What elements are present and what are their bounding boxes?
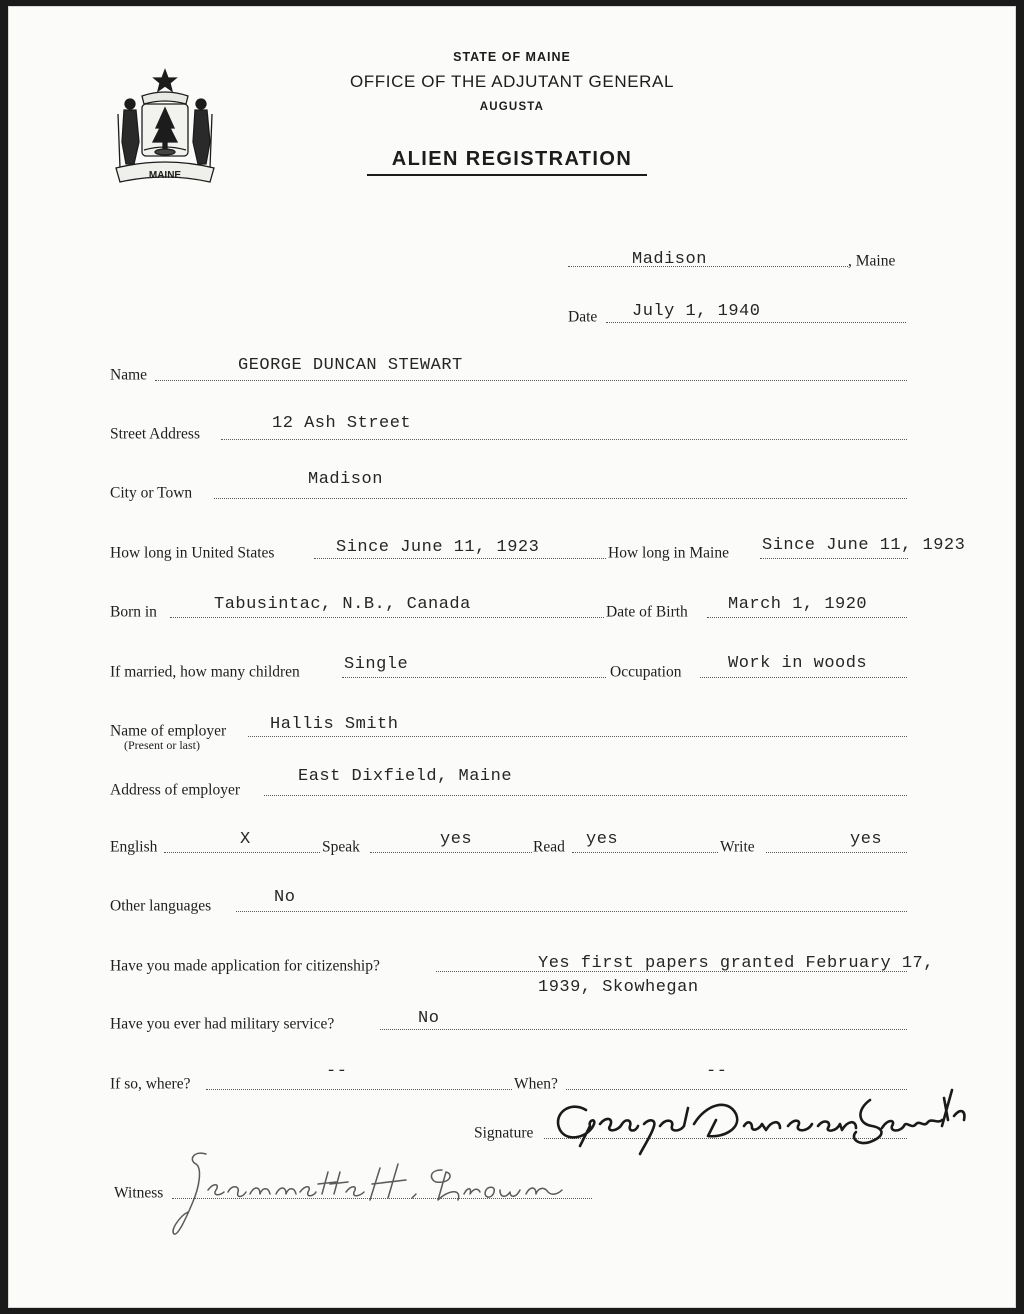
english-value: X [240,830,251,849]
read-line [572,852,718,853]
military-line [380,1029,907,1030]
form-title: ALIEN REGISTRATION [391,148,633,170]
when-value: -- [706,1062,728,1081]
born-in-value: Tabusintac, N.B., Canada [214,595,471,614]
street-line [221,439,907,440]
header-office: OFFICE OF THE ADJUTANT GENERAL [349,72,675,91]
seal-text: MAINE [148,170,182,181]
dob-line [707,617,907,618]
employer-line [248,736,907,737]
citizenship-value-line1: Yes first papers granted February 17, [538,954,934,973]
us-time-line [314,558,606,559]
born-in-line [170,617,604,618]
english-label: English [110,838,158,856]
other-languages-value: No [274,888,296,907]
read-value: yes [586,830,619,849]
employer-label: Name of employer [110,722,227,740]
read-label: Read [533,838,565,856]
citizenship-label: Have you made application for citizenship? [110,957,380,975]
us-time-value: Since June 11, 1923 [336,538,540,557]
city-line [214,498,907,499]
other-languages-line [236,911,907,912]
where-line [206,1089,512,1090]
born-in-label: Born in [110,603,157,621]
military-label: Have you ever had military service? [110,1015,335,1033]
speak-line [370,852,532,853]
children-value: Single [344,655,409,674]
employer-address-label: Address of employer [110,781,240,799]
occupation-value: Work in woods [728,654,868,673]
place-suffix-label: , Maine [848,252,896,270]
name-line [155,380,907,381]
write-line [766,852,907,853]
where-value: -- [326,1062,348,1081]
header-state: STATE OF MAINE [453,50,571,64]
when-label: When? [514,1075,558,1093]
witness-label: Witness [114,1184,164,1202]
where-label: If so, where? [110,1075,191,1093]
children-line [342,677,606,678]
maine-time-value: Since June 11, 1923 [762,536,966,555]
date-label: Date [568,308,598,326]
name-label: Name [110,366,148,384]
employer-address-line [264,795,907,796]
maine-time-label: How long in Maine [608,544,729,562]
citizenship-value-line2: 1939, Skowhegan [538,978,699,997]
witness-signature [166,1146,606,1242]
street-value: 12 Ash Street [272,414,412,433]
speak-label: Speak [322,838,360,856]
name-value: GEORGE DUNCAN STEWART [238,356,463,375]
city-label: City or Town [110,484,193,502]
date-line [606,322,906,323]
signature-label: Signature [474,1124,534,1142]
speak-value: yes [440,830,473,849]
street-label: Street Address [110,425,200,443]
occupation-line [700,677,907,678]
dob-value: March 1, 1920 [728,595,868,614]
applicant-signature [540,1080,1000,1160]
employer-value: Hallis Smith [270,715,399,734]
write-label: Write [720,838,755,856]
employer-sublabel: (Present or last) [124,738,200,752]
title-underline [367,174,647,176]
english-line [164,852,320,853]
occupation-label: Occupation [610,663,682,681]
dob-label: Date of Birth [606,603,688,621]
maine-time-line [760,558,908,559]
header-city: AUGUSTA [479,101,545,113]
place-town-value: Madison [632,250,707,269]
children-label: If married, how many children [110,663,300,681]
employer-address-value: East Dixfield, Maine [298,767,513,786]
other-languages-label: Other languages [110,897,212,915]
write-value: yes [850,830,883,849]
military-value: No [418,1009,440,1028]
us-time-label: How long in United States [110,544,275,562]
city-value: Madison [308,470,383,489]
place-line [568,266,848,267]
date-value: July 1, 1940 [632,302,761,321]
